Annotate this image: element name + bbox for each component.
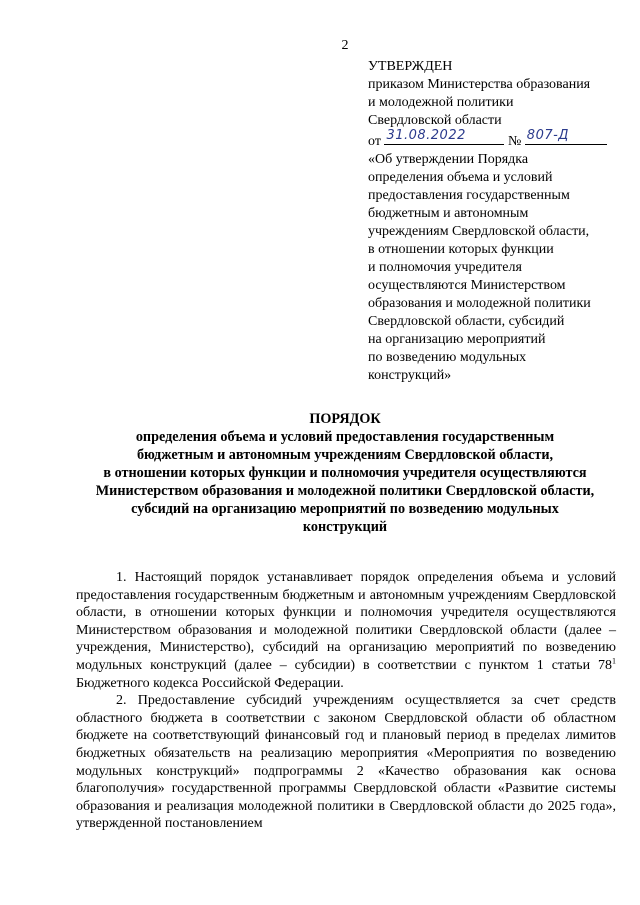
title-heading: ПОРЯДОК — [309, 411, 381, 427]
approval-subject-line: конструкций» — [368, 368, 452, 383]
title-line: Министерством образования и молодежной политики Свердловской области, — [95, 483, 595, 499]
title-line: субсидий на организацию мероприятий по возведению модульных — [131, 501, 559, 517]
approval-subject-line: бюджетным и автономным — [368, 206, 529, 221]
approval-subject-line: на организацию мероприятий — [368, 332, 546, 347]
number-sign: № — [507, 134, 522, 149]
approval-block — [368, 58, 630, 385]
date-prefix: от — [368, 134, 381, 149]
paragraph-1-text-end: Бюджетного кодекса Российской Федерации. — [76, 675, 344, 691]
approval-subject-line: Свердловской области, субсидий — [368, 314, 565, 329]
document-title — [0, 410, 640, 536]
approval-subject-line: осуществляются Министерством — [368, 278, 566, 293]
approval-subject-line: по возведению модульных — [368, 350, 527, 365]
number-field — [525, 130, 607, 145]
approval-subject-line: «Об утверждении Порядка — [368, 152, 529, 167]
approval-date-line — [368, 130, 630, 151]
title-line: бюджетным и автономным учреждениям Свердловской области, — [136, 447, 554, 463]
title-line: определения объема и условий предоставления государственным — [135, 429, 555, 445]
title-line: в отношении которых функции и полномочия учредителя осуществляются — [103, 465, 587, 481]
paragraph-2: 2. Предоставление субсидий учреждениям осуществляется за счет средств областного бюджета в соответствии с законом Свердловской области об областном бюджете на соответствующий финансовый год и плановый период в пределах лимитов бюджетных обязательств на реализацию мероприятия «Мероприятия по возведению модульных конструкций» подпрограммы 2 «Качество образования как основа благополучия» государственной программы Свердловской области «Развитие системы образования и реализация молодежной политики в Свердловской области до 2025 года», утвержденной постановлением — [76, 693, 616, 832]
handwritten-number: 807-Д — [526, 128, 569, 143]
handwritten-date: 31.08.2022 — [386, 128, 466, 143]
approval-line: и молодежной политики — [368, 95, 514, 110]
superscript: 1 — [612, 656, 616, 666]
approval-subject-line: предоставления государственным — [368, 188, 570, 203]
approval-subject-line: в отношении которых функции — [368, 242, 554, 257]
date-field — [384, 130, 504, 145]
title-line: конструкций — [302, 519, 388, 535]
approval-heading: УТВЕРЖДЕН — [368, 59, 453, 74]
approval-line: Свердловской области — [368, 113, 502, 128]
approval-line: приказом Министерства образования — [368, 77, 591, 92]
approval-subject-line: учреждениям Свердловской области, — [368, 224, 590, 239]
approval-subject-line: образования и молодежной политики — [368, 296, 591, 311]
page-number: 2 — [341, 38, 349, 53]
approval-subject-line: и полномочия учредителя — [368, 260, 522, 275]
document-body — [76, 569, 616, 833]
approval-subject-line: определения объема и условий — [368, 170, 553, 185]
paragraph-1-text: 1. Настоящий порядок устанавливает порядок определения объема и условий предоставления государственным бюджетным и автономным учреждениям Свердловской области, в отношении которых функции и полномочия учредителя осуществляются Министерством образования и молодежной политики Свердловской области (далее – учреждения, Министерство), субсидий на организацию мероприятий по возведению модульных конструкций (далее – субсидии) в соответствии с пунктом 1 статьи 78 — [76, 570, 616, 673]
paragraph-1 — [76, 569, 616, 692]
